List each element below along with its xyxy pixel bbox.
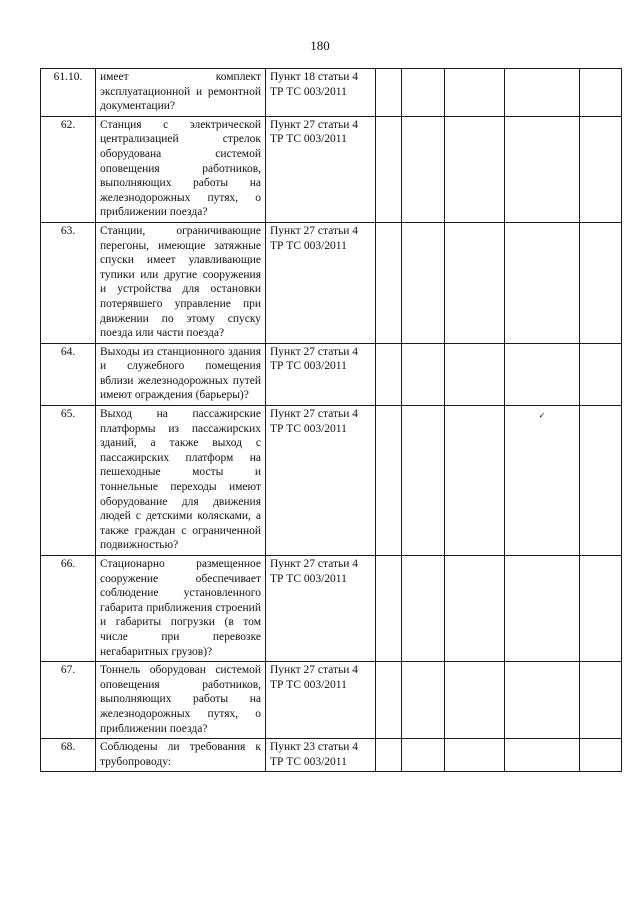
question-text: имеет комплект эксплуатационной и ремонтной документации?	[96, 69, 266, 117]
reference-text: Пункт 27 статьи 4 ТР ТС 003/2011	[266, 662, 376, 739]
answer-cell	[445, 69, 505, 117]
note-cell	[580, 739, 622, 772]
answer-cell	[445, 116, 505, 222]
note-cell	[580, 69, 622, 117]
table-row	[41, 116, 622, 222]
checklist-table	[40, 68, 622, 772]
answer-cell	[505, 69, 580, 117]
note-cell	[580, 343, 622, 405]
answer-cell	[505, 343, 580, 405]
table-row	[41, 556, 622, 662]
answer-cell	[445, 662, 505, 739]
row-number: 65.	[41, 406, 96, 556]
note-cell	[580, 406, 622, 556]
answer-cell	[376, 116, 402, 222]
answer-cell	[376, 406, 402, 556]
question-text: Соблюдены ли требования к трубопроводу:	[96, 739, 266, 772]
page-number: 180	[310, 38, 330, 53]
table-row	[41, 343, 622, 405]
answer-cell	[376, 662, 402, 739]
reference-text: Пункт 27 статьи 4 ТР ТС 003/2011	[266, 406, 376, 556]
reference-text: Пункт 18 статьи 4 ТР ТС 003/2011	[266, 69, 376, 117]
answer-cell	[445, 406, 505, 556]
row-number: 61.10.	[41, 69, 96, 117]
note-cell	[580, 662, 622, 739]
answer-cell	[376, 739, 402, 772]
reference-text: Пункт 27 статьи 4 ТР ТС 003/2011	[266, 556, 376, 662]
answer-cell	[505, 556, 580, 662]
answer-cell	[376, 556, 402, 662]
row-number: 63.	[41, 222, 96, 343]
row-number: 68.	[41, 739, 96, 772]
question-text: Станции, ограничивающие перегоны, имеющие затяжные спуски имеет улавливающие тупики или другие сооружения и устройства для остановки потерявшего управление при движении по этому спуску поезда или части поезда?	[96, 222, 266, 343]
answer-cell	[505, 406, 580, 556]
answer-cell	[505, 662, 580, 739]
note-cell	[580, 222, 622, 343]
table-row	[41, 739, 622, 772]
answer-cell	[445, 222, 505, 343]
question-text: Выходы из станционного здания и служебного помещения вблизи железнодорожных путей имеют ограждения (барьеры)?	[96, 343, 266, 405]
row-number: 64.	[41, 343, 96, 405]
answer-cell	[376, 69, 402, 117]
note-cell	[580, 116, 622, 222]
table-row	[41, 69, 622, 117]
question-text: Тоннель оборудован системой оповещения работников, выполняющих работы на железнодорожных путях, о приближении поезда?	[96, 662, 266, 739]
answer-cell	[402, 662, 445, 739]
answer-cell	[402, 556, 445, 662]
answer-cell	[445, 343, 505, 405]
answer-cell	[376, 343, 402, 405]
question-text: Выход на пассажирские платформы из пассажирских зданий, а также выход с пассажирских платформ на пешеходные мосты и тоннельные переходы имеют оборудование для движения людей с детскими колясками, а также граждан с ограниченной подвижностью?	[96, 406, 266, 556]
answer-cell	[445, 739, 505, 772]
row-number: 67.	[41, 662, 96, 739]
reference-text: Пункт 27 статьи 4 ТР ТС 003/2011	[266, 343, 376, 405]
reference-text: Пункт 27 статьи 4 ТР ТС 003/2011	[266, 222, 376, 343]
answer-cell	[445, 556, 505, 662]
answer-cell	[402, 739, 445, 772]
question-text: Стационарно размещенное сооружение обеспечивает соблюдение установленного габарита приближения строений и габариты погрузки (в том числе при перевозке негабаритных грузов)?	[96, 556, 266, 662]
table-row	[41, 662, 622, 739]
answer-cell	[402, 343, 445, 405]
question-text: Станция с электрической централизацией стрелок оборудована системой оповещения работников, выполняющих работы на железнодорожных путях, о приближении поезда?	[96, 116, 266, 222]
answer-cell	[402, 222, 445, 343]
answer-cell	[505, 222, 580, 343]
answer-cell	[505, 116, 580, 222]
note-cell	[580, 556, 622, 662]
reference-text: Пункт 23 статьи 4 ТР ТС 003/2011	[266, 739, 376, 772]
table-row	[41, 406, 622, 556]
row-number: 66.	[41, 556, 96, 662]
answer-cell	[402, 69, 445, 117]
row-number: 62.	[41, 116, 96, 222]
answer-cell	[376, 222, 402, 343]
reference-text: Пункт 27 статьи 4 ТР ТС 003/2011	[266, 116, 376, 222]
answer-cell	[402, 406, 445, 556]
answer-cell	[402, 116, 445, 222]
table-row	[41, 222, 622, 343]
check-mark: ✓	[538, 411, 546, 421]
answer-cell	[505, 739, 580, 772]
